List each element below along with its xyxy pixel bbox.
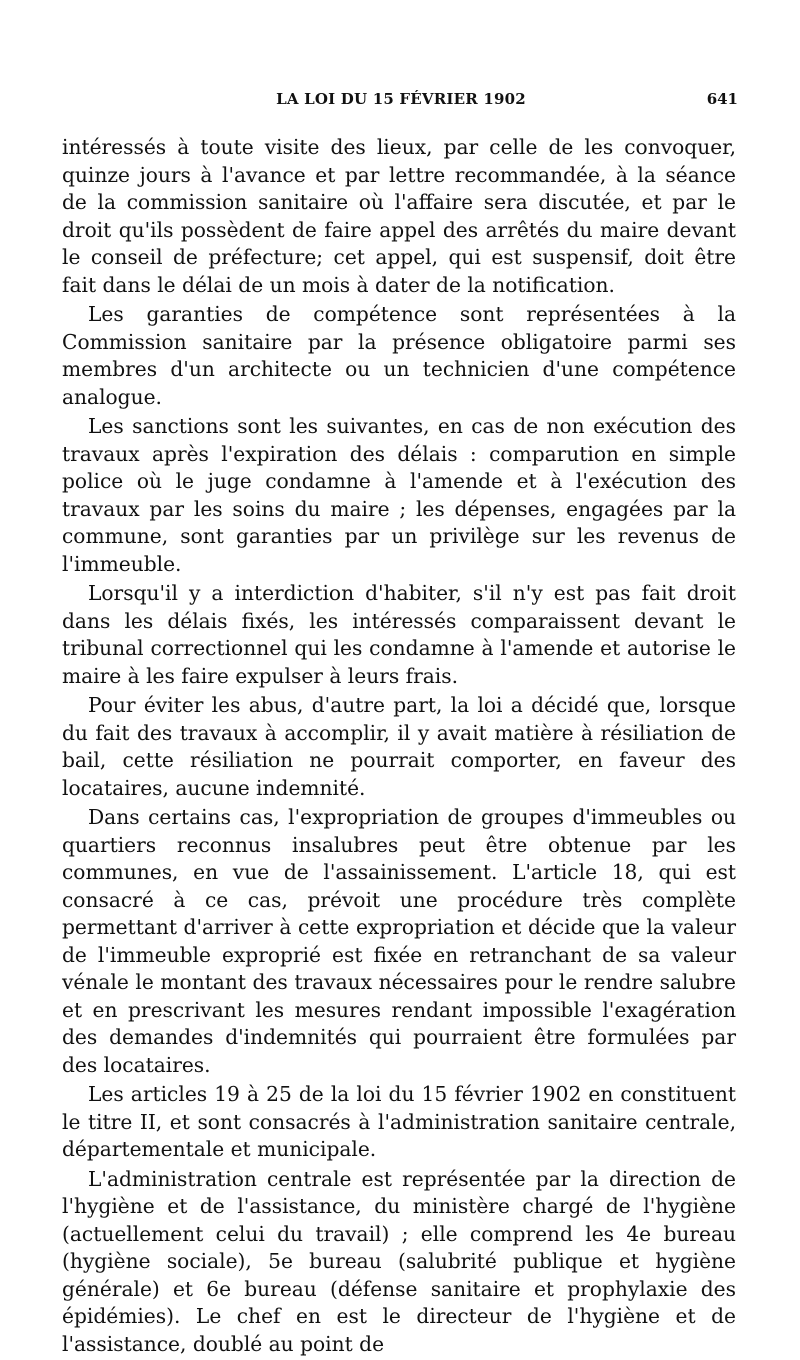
paragraph: Dans certains cas, l'expropriation de groupes d'immeubles ou quartiers reconnus insalubres peut être obtenue par les communes, en vue de l'assainissement. L'article 18, qui est consacré à ce cas, prévoit une procédure très complète permettant d'arriver à cette expropriation et décide que la valeur de l'immeuble exproprié est fixée en retranchant de sa valeur vénale le montant des travaux nécessaires pour le rendre salubre et en prescrivant les mesures rendant impossible l'exagération des demandes d'indemnités qui pourraient être formulées par des locataires.: [62, 805, 736, 1077]
body-text: [62, 134, 736, 1360]
paragraph: intéressés à toute visite des lieux, par celle de les convoquer, quinze jours à l'avance et par lettre recommandée, à la séance de la commission sanitaire où l'affaire sera discutée, et par le droit qu'ils possèdent de faire appel des arrêtés du maire devant le conseil de préfecture; cet appel, qui est suspensif, doit être fait dans le délai de un mois à dater de la notification.: [62, 135, 736, 297]
page-number: 641: [706, 90, 738, 108]
paragraph: Les articles 19 à 25 de la loi du 15 février 1902 en constituent le titre II, et sont consacrés à l'administration sanitaire centrale, départementale et municipale.: [62, 1082, 736, 1161]
running-title: LA LOI DU 15 FÉVRIER 1902: [276, 90, 526, 108]
paragraph: Pour éviter les abus, d'autre part, la loi a décidé que, lorsque du fait des travaux à accomplir, il y avait matière à résiliation de bail, cette résiliation ne pourrait comporter, en faveur des locataires, aucune indemnité.: [62, 693, 736, 800]
paragraph: Les sanctions sont les suivantes, en cas de non exécution des travaux après l'expiration des délais : comparution en simple police où le juge condamne à l'amende et à l'exécution des travaux par les soins du maire ; les dépenses, engagées par la commune, sont garanties par un privilège sur les revenus de l'immeuble.: [62, 414, 736, 576]
running-header: [62, 90, 740, 114]
paragraph: L'administration centrale est représentée par la direction de l'hygiène et de l'assistance, du ministère chargé de l'hygiène (actuellement celui du travail) ; elle comprend les 4e bureau (hygiène sociale), 5e bureau (salubrité publique et hygiène générale) et 6e bureau (défense sanitaire et prophylaxie des épidémies). Le chef en est le directeur de l'hygiène et de l'assistance, doublé au point de: [62, 1166, 736, 1356]
paragraph: Lorsqu'il y a interdiction d'habiter, s'il n'y est pas fait droit dans les délais fixés, les intéressés comparaissent devant le tribunal correctionnel qui les condamne à l'amende et autorise le maire à les faire expulser à leurs frais.: [62, 581, 736, 688]
paragraph: Les garanties de compétence sont représentées à la Commission sanitaire par la présence obligatoire parmi ses membres d'un architecte ou un technicien d'une compétence analogue.: [62, 302, 736, 409]
